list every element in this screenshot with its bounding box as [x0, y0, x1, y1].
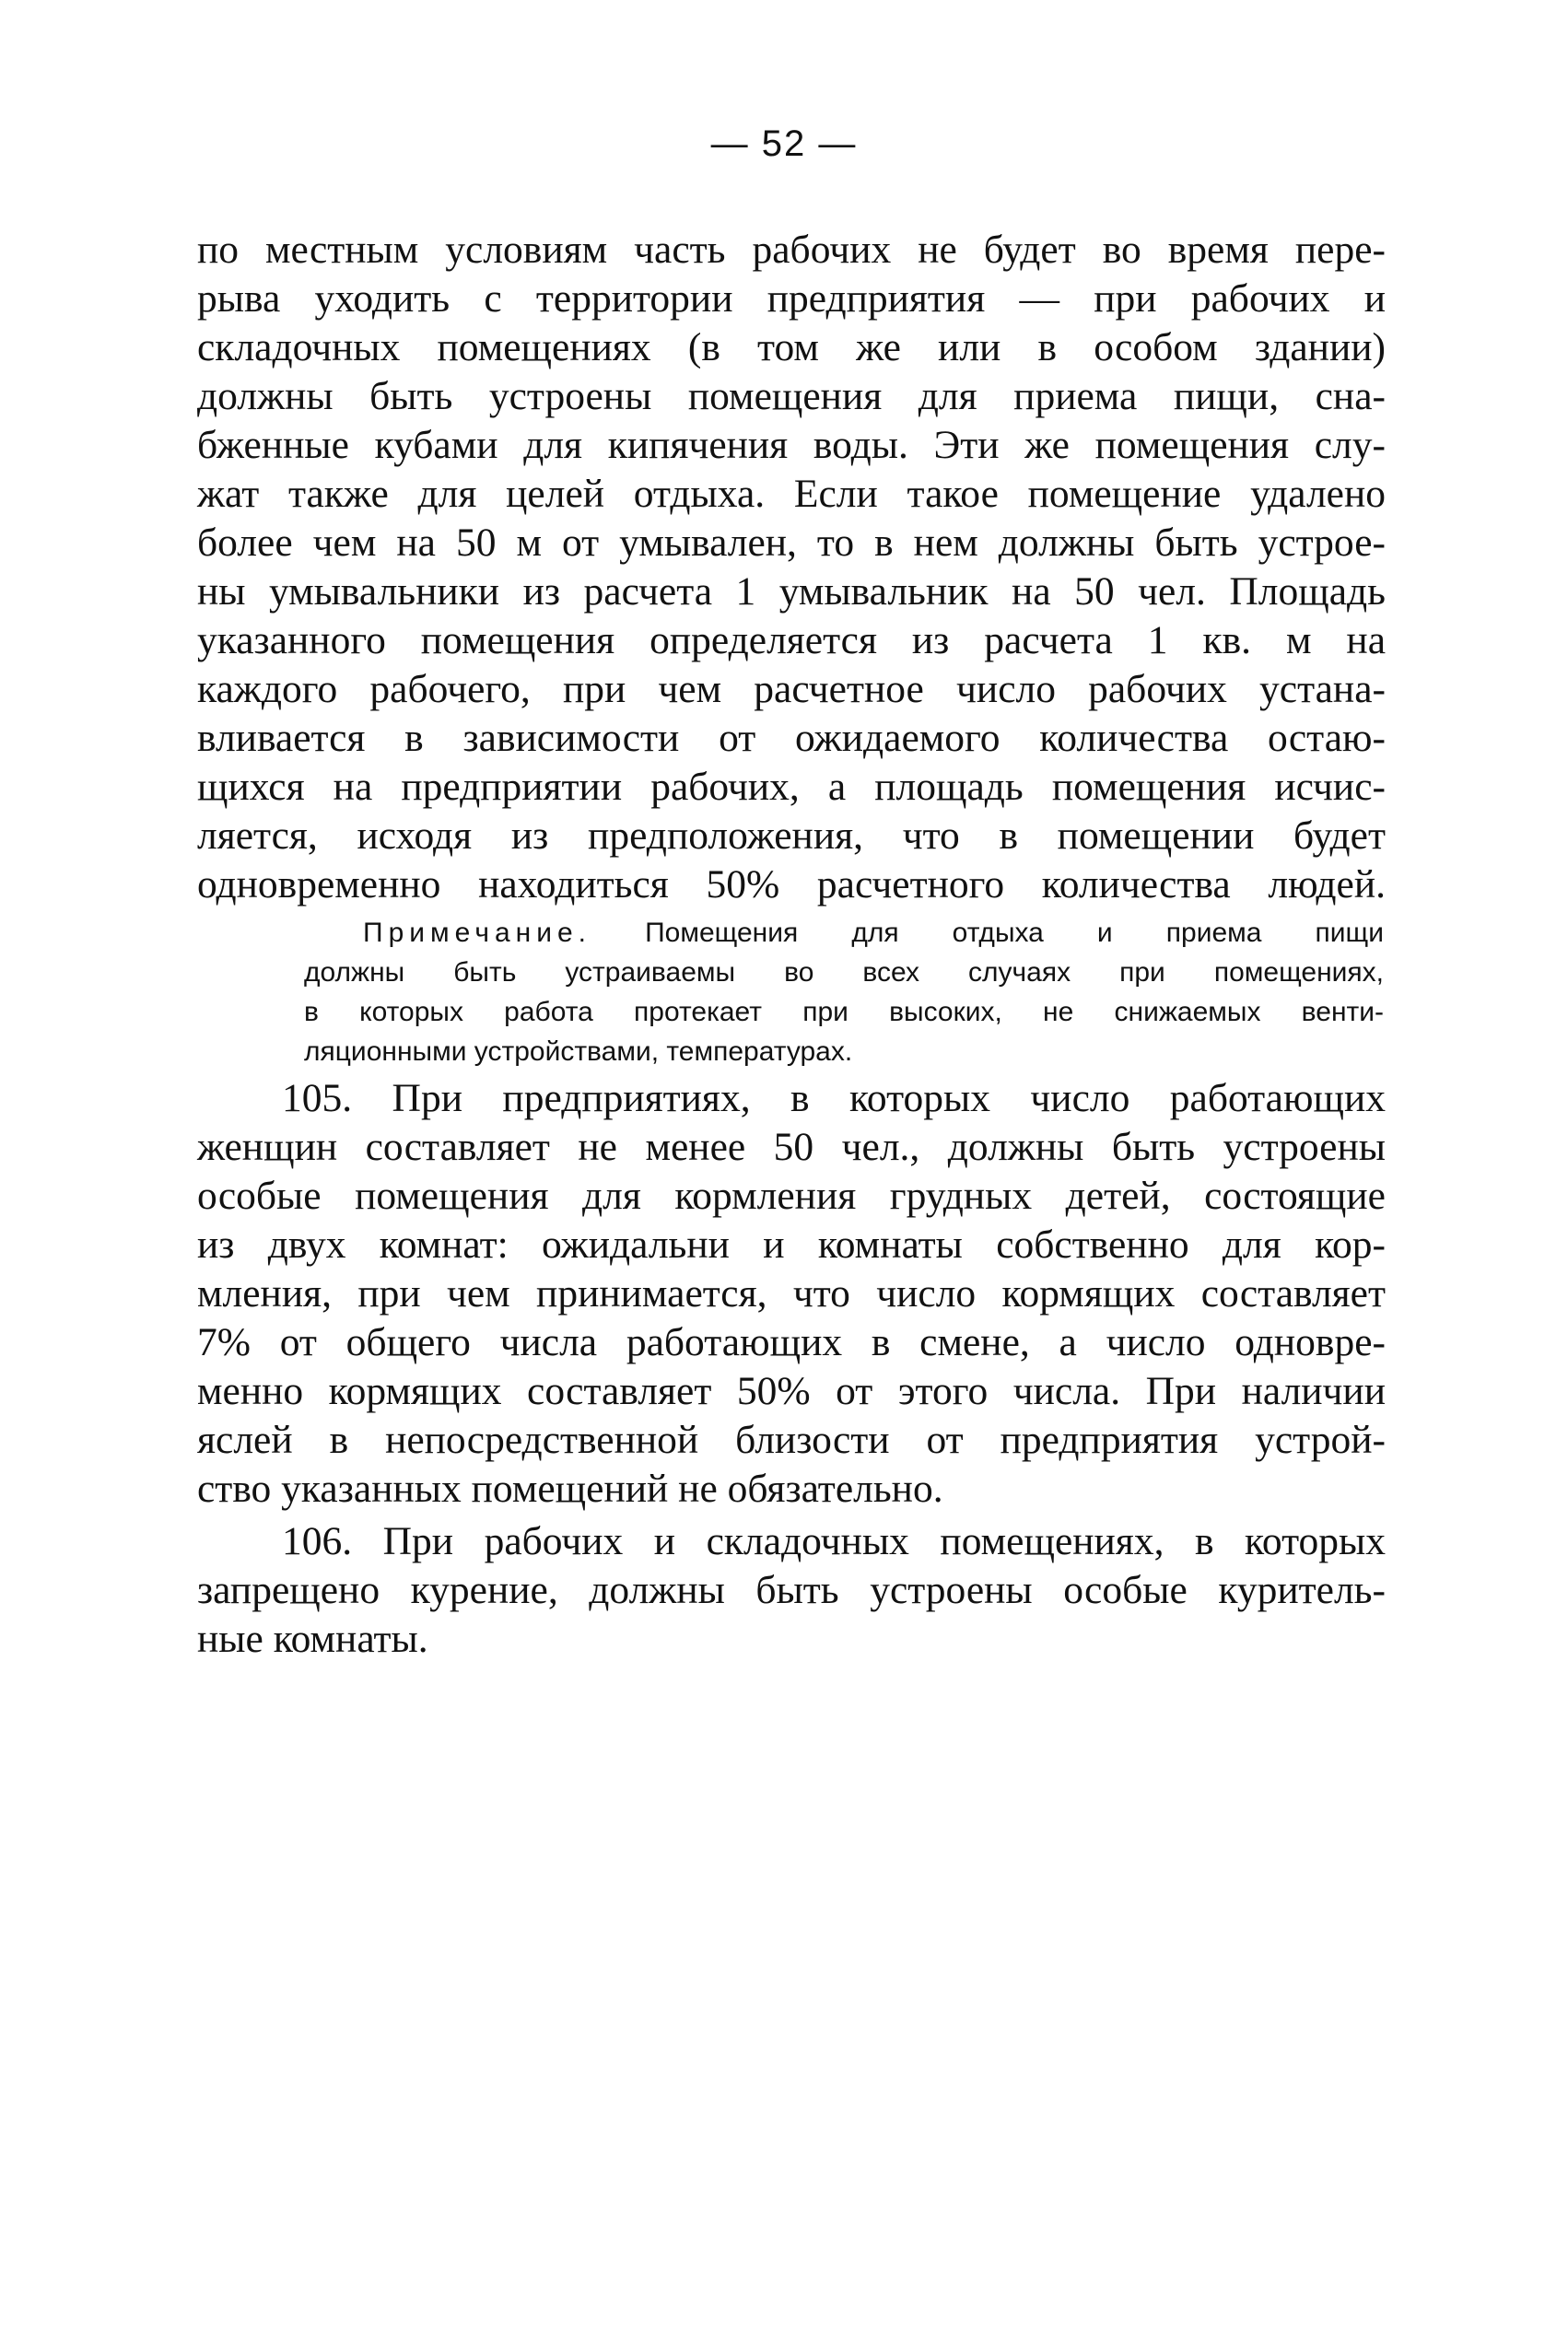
- text-line: указанного помещения определяется из расчета 1 кв. м на: [197, 618, 1386, 662]
- text-line: менно кормящих составляет 50% от этого числа. При наличии: [197, 1369, 1386, 1413]
- note-line: ляционными устройствами, температурах.: [304, 1036, 853, 1067]
- text-line: щихся на предприятии рабочих, а площадь помещения исчис-: [197, 765, 1386, 809]
- note-line: [363, 913, 1384, 953]
- text-line: рыва уходить с территории предприятия — при рабочих и: [197, 276, 1386, 321]
- text-line: по местным условиям часть рабочих не будет во время пере-: [197, 228, 1386, 272]
- note-line: в которых работа протекает при высоких, не снижаемых венти-: [304, 997, 1384, 1027]
- text-line: бженные кубами для кипячения воды. Эти же помещения слу-: [197, 423, 1386, 467]
- text-line: ны умывальники из расчета 1 умывальник на 50 чел. Площадь: [197, 569, 1386, 614]
- text-line: мления, при чем принимается, что число кормящих составляет: [197, 1271, 1386, 1316]
- text-line: ные комнаты.: [197, 1617, 428, 1661]
- text-line: каждого рабочего, при чем расчетное число рабочих устана-: [197, 667, 1386, 711]
- text-line: 105. При предприятиях, в которых число работающих: [282, 1076, 1386, 1120]
- note-line: должны быть устраиваемы во всех случаях при помещениях,: [304, 957, 1384, 988]
- text-line: более чем на 50 м от умывален, то в нем должны быть устрое-: [197, 521, 1386, 565]
- page-number: — 52 —: [710, 123, 858, 164]
- text-line: женщин составляет не менее 50 чел., должны быть устроены: [197, 1125, 1386, 1169]
- text-line: из двух комнат: ожидальни и комнаты собственно для кор-: [197, 1222, 1386, 1267]
- text-line: яслей в непосредственной близости от предприятия устрой-: [197, 1418, 1386, 1462]
- text-line: особые помещения для кормления грудных детей, состоящие: [197, 1174, 1386, 1218]
- text-line: ляется, исходя из предположения, что в помещении будет: [197, 813, 1386, 858]
- text-line: ство указанных помещений не обязательно.: [197, 1467, 943, 1511]
- note-label: Примечание.: [363, 918, 591, 948]
- text-line: складочных помещениях (в том же или в особом здании): [197, 325, 1386, 369]
- text-line: должны быть устроены помещения для приема пищи, сна-: [197, 374, 1386, 418]
- text-line: одновременно находиться 50% расчетного количества людей.: [197, 862, 1386, 907]
- text-line: вливается в зависимости от ожидаемого количества остаю-: [197, 716, 1386, 760]
- text-line: жат также для целей отдыха. Если такое помещение удалено: [197, 472, 1386, 516]
- note-text: Помещения для отдыха и приема пищи: [645, 918, 1384, 948]
- text-line: 106. При рабочих и складочных помещениях, в которых: [282, 1519, 1386, 1563]
- text-line: запрещено курение, должны быть устроены особые куритель-: [197, 1568, 1386, 1612]
- text-line: 7% от общего числа работающих в смене, а число одновре-: [197, 1320, 1386, 1364]
